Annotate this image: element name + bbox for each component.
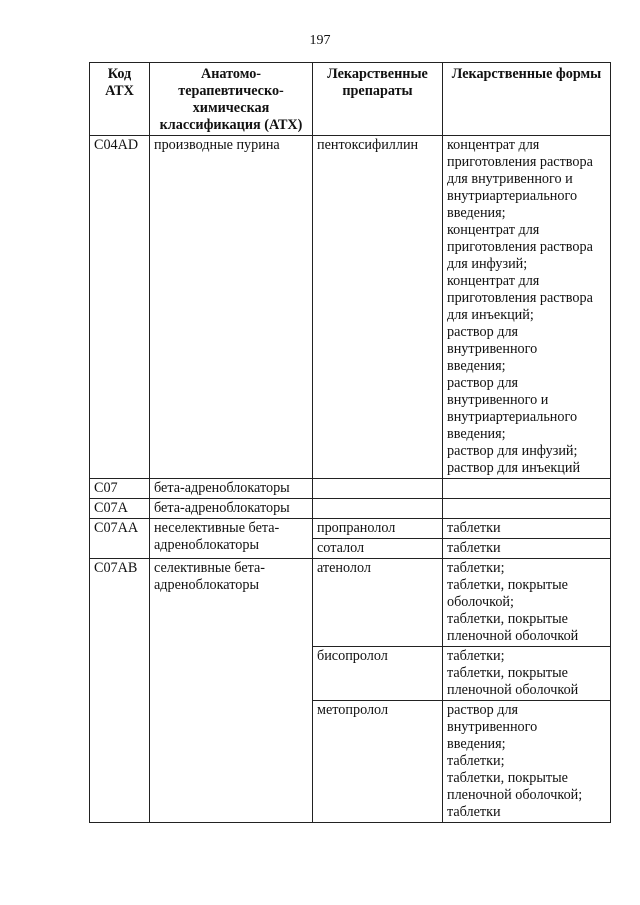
header-classification: Анатомо-терапевтическо-химическая классификация (АТХ) (150, 63, 313, 136)
form-line: раствор для (447, 702, 519, 718)
classification-cell: производные пурина (150, 136, 313, 479)
form-line: таблетки, покрытые (447, 611, 568, 627)
form-line: введения; (447, 358, 506, 374)
form-line: приготовления раствора (447, 290, 593, 306)
form-line: таблетки, покрытые (447, 770, 568, 786)
form-line: таблетки; (447, 753, 505, 769)
form-line: внутривенного и (447, 392, 549, 408)
form-line: внутриартериального (447, 188, 578, 204)
form-line: для инъекций; (447, 307, 534, 323)
drug-cell: метопролол (313, 701, 443, 823)
form-line: введения; (447, 736, 506, 752)
table-row (90, 499, 611, 519)
form-line: таблетки, покрытые (447, 665, 568, 681)
form-line: введения; (447, 205, 506, 221)
form-line: таблетки (447, 804, 501, 820)
form-line: внутриартериального (447, 409, 578, 425)
classification-cell: бета-адреноблокаторы (150, 479, 313, 499)
atx-code-cell: C07A (90, 499, 150, 519)
form-line: раствор для (447, 324, 519, 340)
form-line: концентрат для (447, 137, 540, 153)
drug-cell: пентоксифиллин (313, 136, 443, 479)
form-line: раствор для (447, 375, 519, 391)
form-line: таблетки; (447, 560, 505, 576)
form-line: концентрат для (447, 222, 540, 238)
form-line: оболочкой; (447, 594, 514, 610)
page-number: 197 (309, 33, 331, 48)
form-line: приготовления раствора (447, 239, 593, 255)
atx-code-cell: C07AA (90, 519, 150, 559)
drug-cell: соталол (313, 539, 443, 559)
form-line: для инфузий; (447, 256, 528, 272)
form-line: внутривенного (447, 341, 538, 357)
atx-code-cell: C07 (90, 479, 150, 499)
form-line: раствор для инъекций (447, 460, 581, 476)
form-line: пленочной оболочкой; (447, 787, 583, 803)
form-line: таблетки (447, 540, 501, 556)
form-line: таблетки (447, 520, 501, 536)
forms-cell (443, 647, 611, 701)
forms-cell (443, 559, 611, 647)
header-drugs: Лекарственные препараты (313, 63, 443, 136)
atx-code-cell: C07AB (90, 559, 150, 823)
forms-cell (443, 701, 611, 823)
drug-cell: бисопролол (313, 647, 443, 701)
classification-cell: селективные бета-адреноблокаторы (150, 559, 313, 823)
form-line: пленочной оболочкой (447, 682, 579, 698)
table-row (90, 479, 611, 499)
form-line: таблетки; (447, 648, 505, 664)
forms-cell (443, 499, 611, 519)
drug-cell (313, 479, 443, 499)
header-forms: Лекарственные формы (443, 63, 611, 136)
form-line: таблетки, покрытые (447, 577, 568, 593)
classification-cell: неселективные бета-адреноблокаторы (150, 519, 313, 559)
forms-cell (443, 539, 611, 559)
table-header-row (90, 63, 611, 136)
form-line: раствор для инфузий; (447, 443, 578, 459)
form-line: для внутривенного и (447, 171, 573, 187)
forms-cell (443, 519, 611, 539)
drug-cell: пропранолол (313, 519, 443, 539)
table-row (90, 519, 611, 539)
forms-cell (443, 479, 611, 499)
form-line: концентрат для (447, 273, 540, 289)
classification-cell: бета-адреноблокаторы (150, 499, 313, 519)
form-line: приготовления раствора (447, 154, 593, 170)
drug-cell: атенолол (313, 559, 443, 647)
drug-cell (313, 499, 443, 519)
table-row (90, 559, 611, 647)
atx-drug-table (89, 62, 611, 823)
forms-cell (443, 136, 611, 479)
form-line: введения; (447, 426, 506, 442)
table-row (90, 136, 611, 479)
header-code: Код АТХ (90, 63, 150, 136)
atx-code-cell: C04AD (90, 136, 150, 479)
form-line: пленочной оболочкой (447, 628, 579, 644)
form-line: внутривенного (447, 719, 538, 735)
